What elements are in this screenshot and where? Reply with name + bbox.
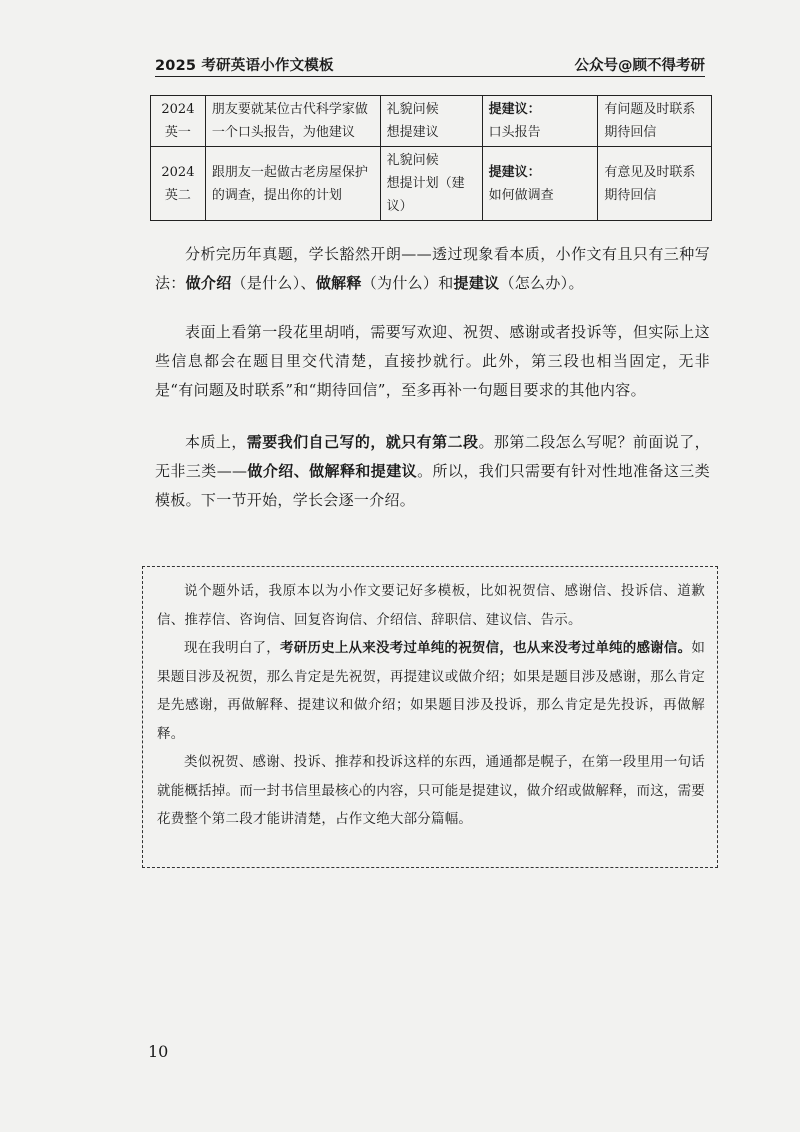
body-text: 表面上看第一段花里胡哨，需要写欢迎、祝贺、感谢或者投诉等，但实际上这些信息都会在题目里交代清楚，直接抄就行。此外，第三段也相当固定，无非是“有问题及时联系”和“期待回信”，至多再补一句题目要求的其他内容。 (155, 323, 710, 399)
note-text: 如果题目涉及祝贺，那么肯定是先祝贺，再提建议或做介绍；如果是题目涉及感谢，那么肯定是先感谢，再做解释、提建议和做介绍；如果题目涉及投诉，那么肯定是先投诉，再做解释。 (157, 640, 706, 742)
note-emphasis: 考研历史上从来没考过单纯的祝贺信，也从来没考过单纯的感谢信。 (279, 640, 692, 656)
note-paragraph: 类似祝贺、感谢、投诉、推荐和投诉这样的东西，通通都是幌子，在第一段里用一句话就能概括掉。而一封书信里最核心的内容，只可能是提建议，做介绍或做解释，而这，需要花费整个第二段才能讲清楚，占作文绝大部分篇幅。 (157, 754, 705, 827)
body-paragraph-2 (155, 318, 710, 405)
para3-line: 有意见及时联系 期待回信 (604, 164, 696, 203)
aside-note-box (142, 566, 718, 868)
para2-label: 提建议： (488, 164, 541, 180)
para1-cell (380, 147, 482, 221)
body-paragraph-1 (155, 240, 710, 298)
year: 2024 (161, 164, 195, 180)
page-number: 10 (148, 1042, 169, 1061)
paper: 英二 (164, 187, 191, 203)
para2-label: 提建议： (488, 102, 541, 117)
body-emphasis: 提建议 (453, 274, 500, 292)
body-text: 。所以，我们只需要有针对性地准备这三类模板。下一节开始，学长会逐一介绍。 (155, 462, 710, 509)
year-cell (151, 96, 206, 147)
header-account: 公众号@顾不得考研 (574, 58, 705, 74)
para2-text: 口头报告 (488, 125, 541, 140)
body-text: 。那第二段怎么写呢？前面说了，无非三类—— (155, 433, 710, 480)
body-emphasis: 做介绍、做解释和提建议 (247, 462, 418, 480)
body-paragraph-3 (155, 428, 710, 515)
body-text: （怎么办）。 (499, 274, 584, 292)
header-title: 2025 考研英语小作文模板 (155, 58, 334, 74)
para2-text: 如何做调查 (488, 187, 554, 203)
body-emphasis: 做介绍 (185, 274, 232, 292)
note-paragraph: 说个题外话，我原本以为小作文要记好多模板，比如祝贺信、感谢信、投诉信、道歉信、推荐信、咨询信、回复咨询信、介绍信、辞职信、建议信、告示。 (157, 583, 705, 628)
note-text: 现在我明白了， (184, 640, 280, 656)
para3-cell (598, 96, 712, 147)
note-paragraph (157, 634, 705, 748)
para2-cell (482, 147, 598, 221)
para2-cell (482, 96, 598, 147)
table-row (151, 147, 712, 221)
para1-line: 礼貌问候 想提计划（建议） (386, 153, 465, 214)
para1-cell (380, 96, 482, 147)
year: 2024 (161, 102, 195, 117)
body-text: （为什么）和 (361, 274, 454, 292)
paper: 英一 (164, 125, 191, 140)
body-text: （是什么）、 (231, 274, 316, 292)
body-text: 本质上， (185, 433, 247, 451)
table-row (151, 96, 712, 147)
exam-table (150, 95, 712, 221)
para3-line: 有问题及时联系 期待回信 (604, 102, 696, 140)
topic-cell: 朋友要就某位古代科学家做一个口头报告，为他建议 (205, 96, 380, 147)
body-text: 分析完历年真题，学长豁然开朗——透过现象看本质，小作文有且只有三种写法： (155, 245, 710, 292)
page-header (155, 52, 705, 77)
body-emphasis: 做解释 (315, 274, 362, 292)
topic-cell: 跟朋友一起做古老房屋保护的调查，提出你的计划 (205, 147, 380, 221)
year-cell (151, 147, 206, 221)
para3-cell (598, 147, 712, 221)
para1-line: 礼貌问候 想提建议 (386, 102, 439, 140)
body-emphasis: 需要我们自己写的，就只有第二段 (246, 433, 479, 451)
